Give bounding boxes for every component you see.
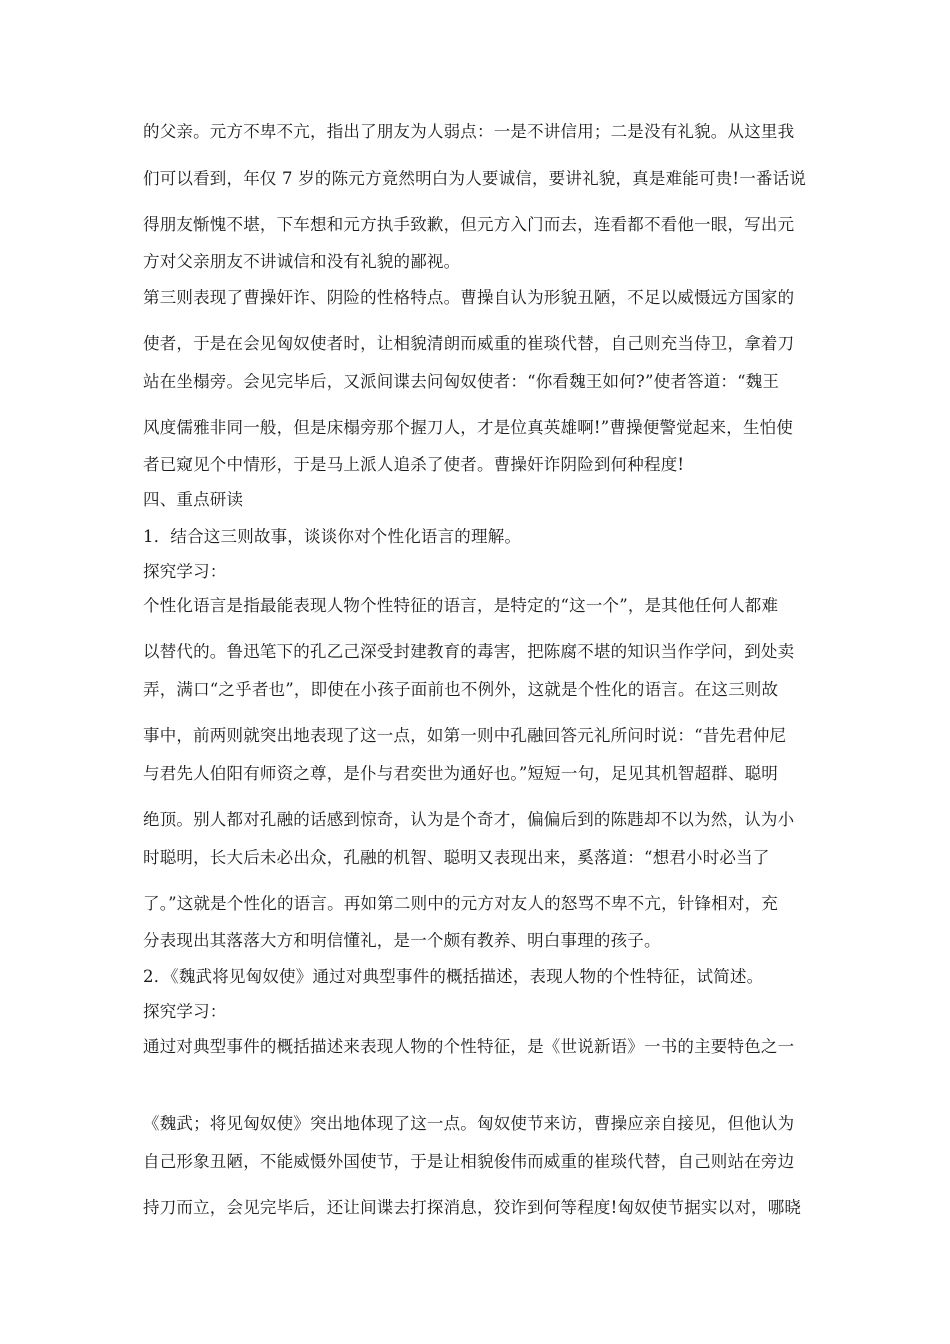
paragraph-line: 通过对典型事件的概括描述来表现人物的个性特征，是《世说新语》一书的主要特色之一	[143, 1037, 795, 1056]
paragraph-line: 分表现出其落落大方和明信懂礼，是一个颇有教养、明白事理的孩子。	[143, 931, 661, 950]
paragraph-line: 《魏武；将见匈奴使》突出地体现了这一点。匈奴使节来访，曹操应亲自接见，但他认为	[143, 1114, 795, 1133]
paragraph-line: 站在坐榻旁。会见完毕后，又派间谍去问匈奴使者：“你看魏王如何?”使者答道：“魏王	[143, 372, 780, 391]
paragraph-line: 持刀而立，会见完毕后，还让间谍去打探消息，狡诈到何等程度!匈奴使节据实以对，哪晓	[143, 1198, 802, 1217]
answer-label: 探究学习：	[143, 562, 227, 581]
paragraph-line: 方对父亲朋友不讲诚信和没有礼貌的鄙视。	[143, 252, 461, 271]
section-heading: 四、重点研读	[143, 490, 244, 509]
paragraph-line: 以替代的。鲁迅笔下的孔乙己深受封建教育的毒害，把陈腐不堪的知识当作学问，到处卖	[143, 642, 795, 661]
paragraph-line: 个性化语言是指最能表现人物个性特征的语言，是特定的“这一个”，是其他任何人都难	[143, 596, 779, 615]
paragraph-line: 们可以看到，年仅 7 岁的陈元方竟然明白为人要诚信，要讲礼貌，真是难能可贵!一番话说	[143, 169, 807, 188]
question-line: 1．结合这三则故事，谈谈你对个性化语言的理解。	[143, 527, 522, 546]
paragraph-line: 第三则表现了曹操奸诈、阴险的性格特点。曹操自认为形貌丑陋，不足以威慑远方国家的	[143, 288, 795, 307]
paragraph-line: 绝顶。别人都对孔融的话感到惊奇，认为是个奇才，偏偏后到的陈韪却不以为然，认为小	[143, 810, 795, 829]
paragraph-line: 使者，于是在会见匈奴使者时，让相貌清朗而威重的崔琰代替，自己则充当侍卫，拿着刀	[143, 334, 795, 353]
paragraph-line: 风度儒雅非同一般，但是床榻旁那个握刀人，才是位真英雄啊!”曹操便警觉起来，生怕使	[143, 418, 794, 437]
paragraph-line: 了。”这就是个性化的语言。再如第二则中的元方对友人的怒骂不卑不亢，针锋相对，充	[143, 894, 778, 913]
paragraph-line: 弄，满口“之乎者也”，即使在小孩子面前也不例外，这就是个性化的语言。在这三则故	[143, 680, 779, 699]
paragraph-line: 自己形象丑陋，不能威慑外国使节，于是让相貌俊伟而威重的崔琰代替，自己则站在旁边	[143, 1152, 795, 1171]
paragraph-line: 与君先人伯阳有师资之尊，是仆与君奕世为通好也。”短短一句，足见其机智超群、聪明	[143, 764, 778, 783]
question-line: 2．《魏武将见匈奴使》通过对典型事件的概括描述，表现人物的个性特征，试简述。	[143, 967, 764, 986]
paragraph-line: 得朋友惭愧不堪，下车想和元方执手致歉，但元方入门而去，连看都不看他一眼，写出元	[143, 215, 795, 234]
paragraph-line: 的父亲。元方不卑不亢，指出了朋友为人弱点：一是不讲信用；二是没有礼貌。从这里我	[143, 122, 795, 141]
paragraph-line: 时聪明，长大后未必出众，孔融的机智、聪明又表现出来，奚落道：“想君小时必当了	[143, 848, 770, 867]
paragraph-line: 者已窥见个中情形，于是马上派人追杀了使者。曹操奸诈阴险到何种程度!	[143, 455, 685, 474]
paragraph-line: 事中，前两则就突出地表现了这一点，如第一则中孔融回答元礼所问时说：“昔先君仲尼	[143, 726, 787, 745]
answer-label: 探究学习：	[143, 1002, 227, 1021]
